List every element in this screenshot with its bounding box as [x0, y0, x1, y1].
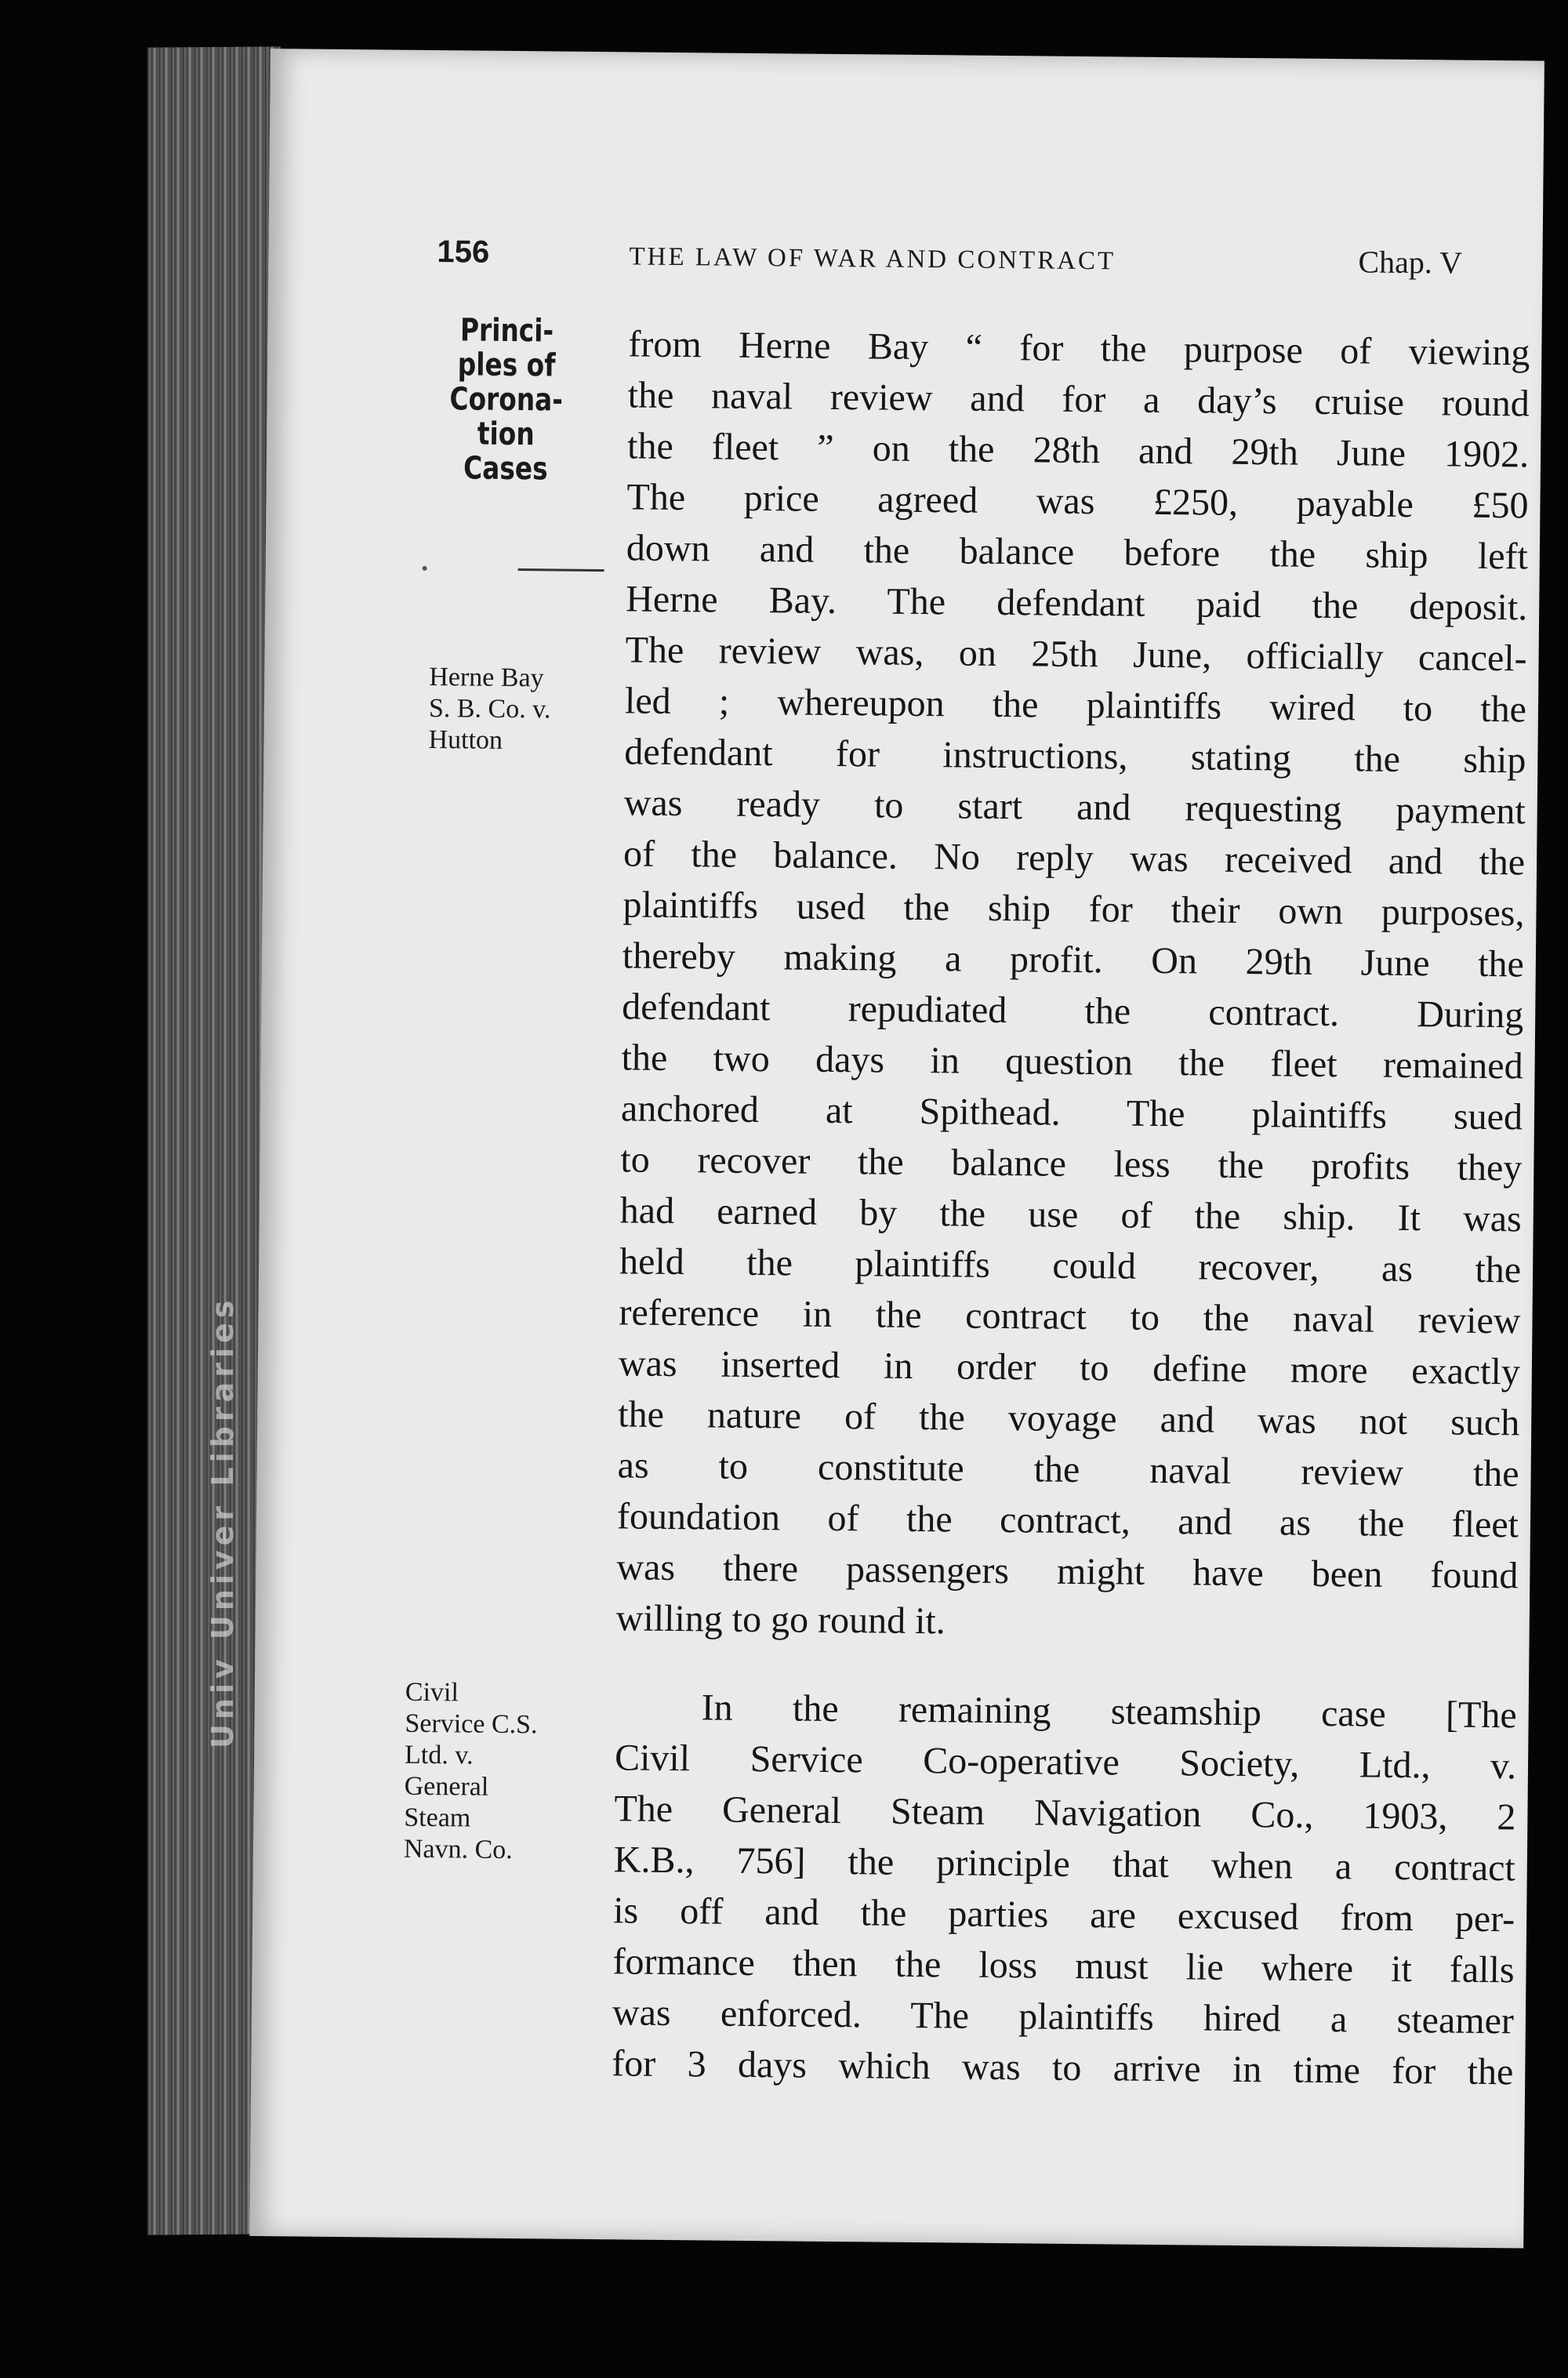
text-line: led ; whereupon the plaintiffs wired to the — [624, 680, 1527, 731]
paragraph-herne-bay — [615, 318, 1530, 1652]
margin-note-line: Steam — [404, 1803, 471, 1833]
text-line: The review was, on 25th June, officially cancel- — [625, 629, 1527, 680]
side-heading-line: Princi- — [459, 312, 554, 350]
text-line: was ready to start and requesting payment — [623, 782, 1526, 833]
side-heading — [441, 313, 572, 487]
running-title: THE LAW OF WAR AND CONTRACT — [629, 242, 1116, 276]
text-line: foundation of the contract, and as the fleet — [616, 1495, 1519, 1546]
text-line: held the plaintiffs could recover, as the — [619, 1240, 1522, 1291]
text-line: reference in the contract to the naval review — [619, 1291, 1521, 1342]
page-number: 156 — [437, 234, 490, 270]
margin-note-line: S. B. Co. v. — [428, 693, 551, 724]
text-line: thereby making a profit. On 29th June the — [622, 935, 1525, 986]
text-line: was inserted in order to define more exactly — [618, 1342, 1521, 1393]
page-edge-stamp: Univ Univer Libraries — [205, 1295, 240, 1748]
margin-note-line: Service C.S. — [405, 1708, 538, 1740]
side-heading-line: Corona- — [449, 381, 564, 419]
margin-note-line: Civil — [405, 1677, 459, 1708]
paragraph-civil-service — [612, 1681, 1517, 2097]
side-heading-line: tion — [477, 416, 535, 453]
text-line: Herne Bay. The defendant paid the deposit. — [626, 578, 1528, 629]
text-line: defendant for instructions, stating the ship — [624, 731, 1526, 782]
text-line: Civil Service Co-operative Society, Ltd., v. — [614, 1737, 1517, 1788]
margin-note-line: Herne Bay — [429, 662, 544, 693]
side-heading-rule — [518, 568, 604, 572]
text-line: the fleet ” on the 28th and 29th June 1902. — [626, 425, 1530, 476]
text-line: was enforced. The plaintiffs hired a steamer — [612, 1991, 1515, 2042]
text-line: willing to go round it. — [615, 1597, 946, 1643]
page-header — [268, 233, 1543, 292]
text-line: had earned by the use of the ship. It was — [619, 1189, 1522, 1240]
text-line: K.B., 756] the principle that when a contract — [613, 1839, 1516, 1890]
book-page — [249, 49, 1544, 2248]
text-line: to recover the balance less the profits they — [620, 1138, 1523, 1189]
text-line: the two days in question the fleet remained — [621, 1037, 1523, 1087]
text-line: anchored at Spithead. The plaintiffs sued — [620, 1087, 1523, 1138]
text-line: the naval review and for a day’s cruise round — [627, 374, 1530, 425]
margin-dot — [423, 566, 427, 571]
margin-note-civil-service — [404, 1677, 586, 1867]
margin-note-line: General — [404, 1771, 489, 1802]
side-heading-line: Cases — [463, 450, 548, 488]
side-heading-line: ples of — [457, 347, 556, 384]
text-line: formance then the loss must lie where it falls — [612, 1941, 1515, 1991]
text-line: down and the balance before the ship left — [626, 527, 1529, 578]
text-line: the nature of the voyage and was not such — [618, 1393, 1520, 1444]
text-line: In the remaining steamship case [The — [701, 1686, 1517, 1737]
margin-note-line: Navn. Co. — [403, 1834, 513, 1865]
text-line: The General Steam Navigation Co., 1903, 2 — [614, 1788, 1516, 1839]
chapter-label: Chap. V — [1358, 244, 1463, 281]
text-line: The price agreed was £250, payable £50 — [626, 476, 1529, 527]
margin-note-herne-bay — [428, 662, 609, 757]
margin-note-line: Hutton — [428, 724, 503, 755]
text-line: for 3 days which was to arrive in time for the — [612, 2042, 1514, 2093]
margin-note-line: Ltd. v. — [404, 1740, 474, 1770]
text-line: of the balance. No reply was received and the — [622, 833, 1526, 884]
text-line: is off and the parties are excused from per- — [612, 1890, 1515, 1941]
text-line: plaintiffs used the ship for their own purposes, — [622, 884, 1525, 935]
text-line: was there passengers might have been found — [616, 1546, 1519, 1597]
text-line: as to constitute the naval review the — [617, 1444, 1519, 1495]
text-line: defendant repudiated the contract. During — [622, 986, 1524, 1037]
text-line: from Herne Bay “ for the purpose of viewing — [628, 323, 1530, 374]
